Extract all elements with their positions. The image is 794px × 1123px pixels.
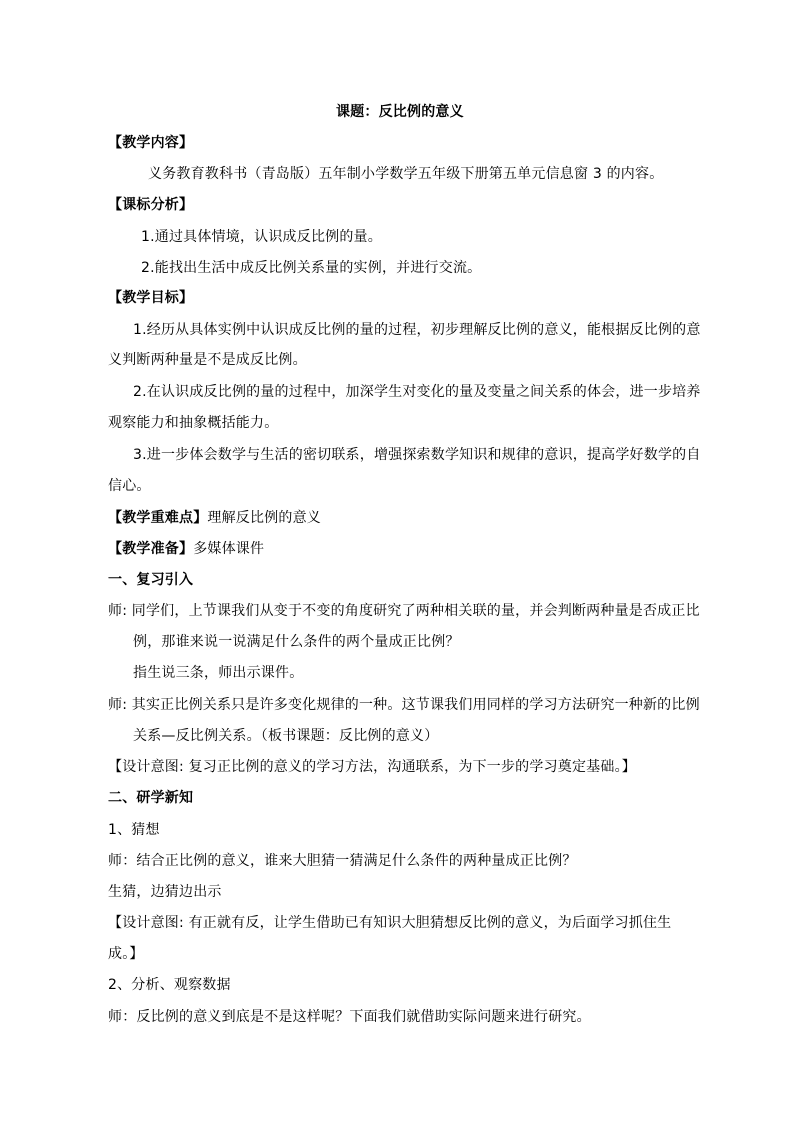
teaching-content-text: 义务教育教科书（青岛版）五年制小学数学五年级下册第五单元信息窗 3 的内容。 (148, 166, 664, 182)
preparation-text: 多媒体课件 (193, 541, 265, 557)
key-points-text: 理解反比例的意义 (207, 510, 322, 526)
review-student-note: 指生说三条，师出示课件。 (133, 665, 304, 681)
guess-design-intent-line-1: 【设计意图: 有正就有反，让学生借助已有知识大胆猜想反比例的意义，为后面学习抓住生 (108, 915, 672, 931)
review-teacher-1-line-2: 例，那谁来说一说满足什么条件的两个量成正比例？ (133, 634, 460, 650)
heading-review-intro: 一、复习引入 (108, 572, 194, 588)
lesson-title: 课题：反比例的意义 (336, 104, 464, 120)
preparation-line (108, 539, 264, 559)
subheading-analyze-data: 2、分析、观察数据 (108, 977, 231, 993)
objective-1-line-1: 1.经历从具体实例中认识成反比例的量的过程，初步理解反比例的意义，能根据反比例的意 (133, 322, 701, 338)
objective-3-line-2: 信心。 (108, 478, 151, 494)
objective-2-line-1: 2.在认识成反比例的量的过程中，加深学生对变化的量及变量之间关系的体会，进一步培养 (133, 384, 701, 400)
review-teacher-2-line-2: 关系—反比例关系。（板书课题：反比例的意义） (133, 728, 439, 744)
heading-key-points: 【教学重难点】 (108, 510, 208, 526)
subheading-guess: 1、猜想 (108, 822, 160, 838)
heading-preparation: 【教学准备】 (108, 541, 194, 557)
standard-item-2: 2.能找出生活中成反比例关系量的实例，并进行交流。 (141, 260, 482, 276)
heading-standard-analysis: 【课标分析】 (108, 197, 194, 213)
objective-3-line-1: 3.进一步体会数学与生活的密切联系，增强探索数学知识和规律的意识，提高学好数学的自 (133, 447, 701, 463)
key-points-line (108, 508, 321, 528)
heading-teaching-objectives: 【教学目标】 (108, 290, 194, 306)
guess-teacher-line: 师：结合正比例的意义，谁来大胆猜一猜满足什么条件的两种量成正比例？ (108, 853, 577, 869)
heading-new-knowledge: 二、研学新知 (108, 790, 194, 806)
review-design-intent: 【设计意图: 复习正比例的意义的学习方法，沟通联系，为下一步的学习奠定基础。】 (108, 759, 636, 775)
heading-teaching-content: 【教学内容】 (108, 135, 194, 151)
objective-2-line-2: 观察能力和抽象概括能力。 (108, 415, 279, 431)
analyze-teacher-line: 师：反比例的意义到底是不是这样呢？下面我们就借助实际问题来进行研究。 (108, 1009, 591, 1025)
review-teacher-2-line-1: 师: 其实正比例关系只是许多变化规律的一种。这节课我们用同样的学习方法研究一种新的比例 (108, 697, 700, 713)
review-teacher-1-line-1: 师: 同学们，上节课我们从变于不变的角度研究了两种相关联的量，并会判断两种量是否成正比 (108, 603, 700, 619)
standard-item-1: 1.通过具体情境，认识成反比例的量。 (141, 229, 382, 245)
guess-student-line: 生猜，边猜边出示 (108, 884, 222, 900)
guess-design-intent-line-2: 成。】 (108, 946, 144, 962)
objective-1-line-2: 义判断两种量是不是成反比例。 (108, 352, 307, 368)
